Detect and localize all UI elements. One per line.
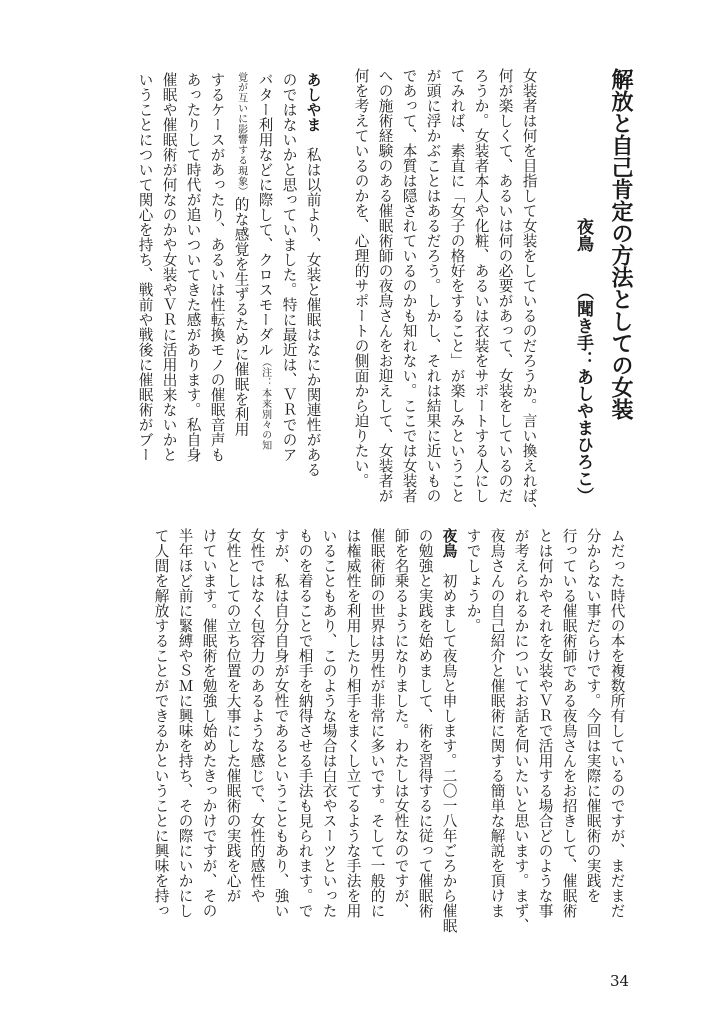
author-name: 夜鳥 bbox=[573, 218, 593, 252]
body-column: のではないかと思っていました。特に最近は、ＶＲでのア bbox=[280, 72, 298, 462]
body-column: 行っている催眠術師である夜鳥さんをお招きして、催眠術 bbox=[560, 528, 578, 918]
lead-line: への施術経験のある催眠術師の夜鳥さんをお迎えして、女装者が bbox=[376, 68, 394, 503]
lead-line: ろうか。女装者本人や化粧、あるいは衣装をサポートする人にし bbox=[472, 68, 490, 503]
body-column: ものを着ることで相手を納得させる手法も見られます。で bbox=[296, 528, 314, 918]
body-column: 分からない事だらけです。今回は実際に催眠術の実践を bbox=[584, 528, 602, 903]
body-column: 師を名乗るようになりました。わたしは女性なのですが、 bbox=[392, 528, 410, 918]
body-column: 半年ほど前に緊縛やＳＭに興味を持ち、その際にいかにし bbox=[176, 528, 194, 918]
page-number: 34 bbox=[610, 972, 630, 990]
annotation-note: （注：本来別々の知 bbox=[259, 357, 271, 451]
body-column: 催眠術師の世界は男性が非常に多いです。そして一般的に bbox=[368, 528, 386, 918]
body-column: いうことについて関心を持ち、戦前や戦後に催眠術がブー bbox=[136, 72, 154, 462]
interviewer-credit: （聞き手：あしやまひろこ） bbox=[573, 283, 593, 504]
body-column: ムだった時代の本を複数所有しているのですが、まだまだ bbox=[608, 528, 626, 918]
body-column bbox=[305, 72, 320, 477]
speaker-label: 夜鳥 bbox=[440, 528, 458, 558]
body-column: すが、私は自分自身が女性であるということもあり、強い bbox=[272, 528, 290, 918]
body-column: が考えられるかについてお話を伺いたいと思います。まず、 bbox=[512, 528, 530, 933]
lead-line: であって、本質は隠されているのかも知れない。ここでは女装者 bbox=[400, 68, 418, 503]
annotation-note: 覚が互いに影響する現象） bbox=[235, 72, 247, 197]
lead-line: 女装者は何を目指して女装をしているのだろうか。言い換えれば、 bbox=[520, 68, 538, 518]
body-text: 初めまして夜鳥と申します。二〇一八年ごろから催眠 bbox=[440, 573, 458, 933]
body-column: 女性としての立ち位置を大事にした催眠術の実践を心が bbox=[224, 528, 242, 903]
body-column: 夜鳥さんの自己紹介と催眠術に関する簡単な解説を頂けま bbox=[488, 528, 506, 918]
body-column bbox=[257, 72, 272, 451]
body-column: の勉強と実践を始めまして、術を習得するに従って催眠術 bbox=[416, 528, 434, 918]
body-column: いることもあり、このような場合は白衣やスーツといった bbox=[320, 528, 338, 918]
body-column: すでしょうか。 bbox=[464, 528, 482, 633]
body-column bbox=[233, 72, 248, 437]
body-column bbox=[441, 528, 456, 933]
lead-line: が頭に浮かぶことはあるだろう。しかし、それは結果に近いもの bbox=[424, 68, 442, 503]
body-text: 的な感覚を生ずるために催眠を利用 bbox=[232, 196, 250, 437]
article-title: 解放と自己肯定の方法としての女装 bbox=[608, 68, 633, 420]
body-column: あったりして時代が追いついてきた感があります。私自身 bbox=[184, 72, 202, 462]
body-text: バター利用などに際して、クロスモーダル bbox=[256, 72, 274, 357]
body-column: は権威性を利用したり相手をまくし立てるような手法を用 bbox=[344, 528, 362, 918]
body-column: 女性ではなく包容力のあるような感じで、女性的感性や bbox=[248, 528, 266, 903]
speaker-label: あしやま bbox=[304, 72, 322, 132]
lead-line: 何を考えているのかを、心理的サポートの側面から迫りたい。 bbox=[352, 68, 370, 488]
lead-line: てみれば、素直に「女子の格好をすること」が楽しみということ bbox=[448, 68, 466, 503]
body-column: とは何かやそれを女装やＶＲで活用する場合どのような事 bbox=[536, 528, 554, 918]
lead-line: 何が楽しくて、あるいは何の必要があって、女装をしているのだ bbox=[496, 68, 514, 503]
body-column: するケースがあったり、あるいは性転換モノの催眠音声も bbox=[208, 72, 226, 462]
body-column: 催眠や催眠術が何なのかや女装やＶＲに活用出来ないかと bbox=[160, 72, 178, 462]
body-text: 私は以前より、女装と催眠はなにか関連性がある bbox=[304, 147, 322, 477]
body-column: けています。催眠術を勉強し始めたきっかけですが、その bbox=[200, 528, 218, 918]
body-column: て人間を解放することができるかということに興味を持っ bbox=[152, 528, 170, 918]
